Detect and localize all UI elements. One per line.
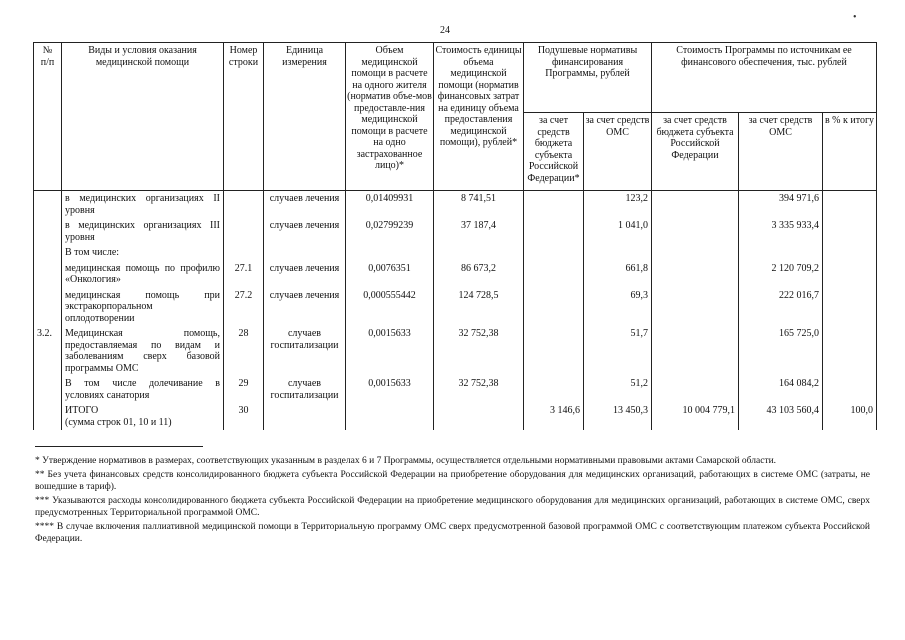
cell-pr-pct (823, 288, 877, 327)
cell-row: 27.2 (224, 288, 264, 327)
cell-name: ИТОГО (сумма строк 01, 10 и 11) (62, 403, 224, 430)
cell-pc-oms: 51,2 (584, 376, 652, 403)
cell-pc-oms: 1 041,0 (584, 218, 652, 245)
cell-pr-budget (652, 376, 739, 403)
cell-unit (264, 403, 346, 430)
header-num: № п/п (34, 43, 62, 191)
footnote-1: * Утверждение нормативов в размерах, соответствующих указанным в разделах 6 и 7 Программы, осуществляется отдельными нормативными правовыми актами Самарской области. (35, 456, 777, 466)
table-row (34, 218, 877, 245)
cell-cost (434, 403, 524, 430)
cell-name: В том числе: (62, 245, 224, 261)
cell-pr-pct (823, 245, 877, 261)
cell-pc-budget (524, 288, 584, 327)
cell-volume: 0,0015633 (346, 326, 434, 376)
cell-pc-oms: 69,3 (584, 288, 652, 327)
cell-unit: случаев госпитализации (264, 326, 346, 376)
cell-pr-oms: 3 335 933,4 (739, 218, 823, 245)
header-program-cost: Стоимость Программы по источникам ее финансового обеспечения, тыс. рублей (652, 43, 877, 113)
header-program-percent: в % к итогу (823, 113, 877, 191)
cell-name: В том числе долечивание в условиях санатория (62, 376, 224, 403)
cell-volume (346, 403, 434, 430)
cell-volume: 0,01409931 (346, 191, 434, 219)
table-row (34, 261, 877, 288)
header-program-budget: за счет средств бюджета субъекта Российской Федерации (652, 113, 739, 191)
cell-name: Медицинская помощь, предоставляемая по видам и заболеваниям сверх базовой программы ОМС (62, 326, 224, 376)
cell-pr-pct: 100,0 (823, 403, 877, 430)
cell-pc-budget (524, 191, 584, 219)
cell-pc-oms: 123,2 (584, 191, 652, 219)
cell-row: 29 (224, 376, 264, 403)
footnote-3: *** Указываются расходы консолидированного бюджета субъекта Российской Федерации на приобретение медицинского оборудования для медицинских организаций, работающих в системе ОМС, сверх предусмотренных Территориальной программой ОМС. (35, 495, 870, 518)
cell-cost: 8 741,51 (434, 191, 524, 219)
cell-row: 28 (224, 326, 264, 376)
header-per-capita-oms: за счет средств ОМС (584, 113, 652, 191)
cell-unit: случаев госпитализации (264, 376, 346, 403)
cell-pr-budget (652, 288, 739, 327)
footnote-4: **** В случае включения паллиативной медицинской помощи в Территориальную программу ОМС сверх предусмотренной базовой программой ОМС с соответствующим платежом субъекта Российской Федерации. (35, 521, 870, 544)
cell-pr-pct (823, 218, 877, 245)
cell-cost (434, 245, 524, 261)
cell-pc-oms (584, 245, 652, 261)
cell-volume: 0,000555442 (346, 288, 434, 327)
cell-pc-oms: 661,8 (584, 261, 652, 288)
cell-pr-oms: 164 084,2 (739, 376, 823, 403)
cell-pr-budget: 10 004 779,1 (652, 403, 739, 430)
cell-pc-budget (524, 376, 584, 403)
cell-pr-oms: 43 103 560,4 (739, 403, 823, 430)
cell-pr-oms (739, 245, 823, 261)
cell-cost: 124 728,5 (434, 288, 524, 327)
cell-unit: случаев лечения (264, 288, 346, 327)
table-row (34, 288, 877, 327)
cell-cost: 37 187,4 (434, 218, 524, 245)
cell-cost: 32 752,38 (434, 376, 524, 403)
cell-volume: 0,02799239 (346, 218, 434, 245)
cell-pr-pct (823, 191, 877, 219)
cell-pc-budget (524, 261, 584, 288)
cell-cost: 32 752,38 (434, 326, 524, 376)
cell-row (224, 218, 264, 245)
cell-row (224, 245, 264, 261)
cell-pr-oms: 165 725,0 (739, 326, 823, 376)
cell-pr-budget (652, 191, 739, 219)
header-per-capita-budget: за счет средств бюджета субъекта Российской Федерации* (524, 113, 584, 191)
cell-num (34, 403, 62, 430)
header-per-capita: Подушевые нормативы финансирования Программы, рублей (524, 43, 652, 113)
cell-pr-pct (823, 261, 877, 288)
financing-table (33, 42, 877, 430)
cell-pc-oms: 13 450,3 (584, 403, 652, 430)
cell-row (224, 191, 264, 219)
cell-name: медицинская помощь при экстракорпоральном оплодотворении (62, 288, 224, 327)
cell-unit: случаев лечения (264, 191, 346, 219)
scan-mark: • (853, 12, 857, 23)
cell-pc-budget (524, 245, 584, 261)
cell-num (34, 191, 62, 219)
cell-pr-budget (652, 326, 739, 376)
cell-pc-budget (524, 218, 584, 245)
cell-num (34, 218, 62, 245)
cell-pc-budget: 3 146,6 (524, 403, 584, 430)
cell-pr-budget (652, 261, 739, 288)
cell-row: 27.1 (224, 261, 264, 288)
cell-volume: 0,0015633 (346, 376, 434, 403)
cell-name: медицинская помощь по профилю «Онкология» (62, 261, 224, 288)
header-row-number: Номер строки (224, 43, 264, 191)
header-types: Виды и условия оказания медицинской помощи (62, 43, 224, 191)
cell-pr-pct (823, 326, 877, 376)
cell-num (34, 245, 62, 261)
table-row (34, 376, 877, 403)
cell-row: 30 (224, 403, 264, 430)
table-row-total (34, 403, 877, 430)
footnote-divider (35, 446, 203, 447)
table-row (34, 191, 877, 219)
cell-pr-oms: 222 016,7 (739, 288, 823, 327)
cell-volume (346, 245, 434, 261)
table-row (34, 245, 877, 261)
cell-num (34, 261, 62, 288)
cell-pc-oms: 51,7 (584, 326, 652, 376)
cell-name: в медицинских организациях II уровня (62, 191, 224, 219)
cell-pc-budget (524, 326, 584, 376)
header-unit: Единица измерения (264, 43, 346, 191)
header-program-oms: за счет средств ОМС (739, 113, 823, 191)
cell-unit: случаев лечения (264, 218, 346, 245)
cell-unit: случаев лечения (264, 261, 346, 288)
cell-volume: 0,0076351 (346, 261, 434, 288)
cell-pr-budget (652, 218, 739, 245)
cell-unit (264, 245, 346, 261)
table-row (34, 326, 877, 376)
header-cost: Стоимость единицы объема медицинской помощи (норматив финансовых затрат на единицу объема предоставления медицинской помощи), рублей* (434, 43, 524, 191)
cell-num: 3.2. (34, 326, 62, 376)
footnote-2: ** Без учета финансовых средств консолидированного бюджета субъекта Российской Федерации на приобретение оборудования для медицинских организаций, работающих в системе ОМС (затраты, не вошедшие в тариф). (35, 469, 870, 492)
cell-num (34, 288, 62, 327)
cell-pr-oms: 394 971,6 (739, 191, 823, 219)
cell-num (34, 376, 62, 403)
cell-pr-budget (652, 245, 739, 261)
footnotes (35, 455, 870, 547)
header-volume: Объем медицинской помощи в расчете на одного жителя (норматив объе-мов предоставле-ния медицинской помощи в расчете на одно застрахованное лицо)* (346, 43, 434, 191)
cell-cost: 86 673,2 (434, 261, 524, 288)
cell-name: в медицинских организациях III уровня (62, 218, 224, 245)
page-number: 24 (440, 25, 450, 36)
cell-pr-pct (823, 376, 877, 403)
cell-pr-oms: 2 120 709,2 (739, 261, 823, 288)
